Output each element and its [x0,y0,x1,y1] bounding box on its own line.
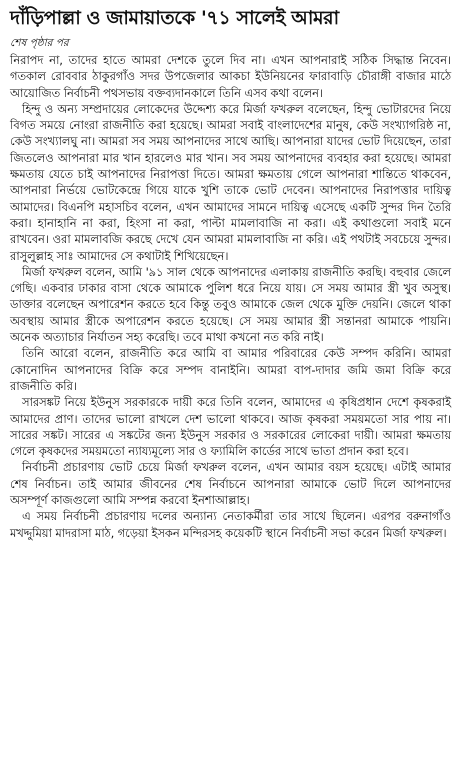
article-paragraph: নির্বাচনী প্রচারণায় ভোট চেয়ে মির্জা ফখরুল বলেন, এখন আমার বয়স হয়েছে। এটাই আমার শেষ নির্বাচন। তাই আমার জীবনের শেষ নির্বাচনে আপনারা আমাকে ভোট দিলে আপনাদের অসম্পূর্ণ কাজগুলো আমি সম্পন্ন করবো ইনশাআল্লাহ। [10,460,451,508]
article-paragraph: তিনি আরো বলেন, রাজনীতি করে আমি বা আমার পরিবারের কেউ সম্পদ করিনি। আমরা কোনোদিন আপনাদের বিক্রি করে সম্পদ বানাইনি। আমরা বাপ-দাদার জমি জমা বিক্রি করে রাজনীতি করি। [10,346,451,393]
article-paragraph: এ সময় নির্বাচনী প্রচারণায় দলের অন্যান্য নেতাকর্মীরা তার সাথে ছিলেন। এরপর বরুনাগাঁও মখদ্দুমিয়া মাদরাসা মাঠ, গড়েয়া ইসকন মন্দিরসহ কয়েকটি স্থানে নির্বাচনী সভা করেন মির্জা ফখরুল। [10,509,451,540]
article-paragraph: সারসঙ্কট নিয়ে ইউনুস সরকারকে দায়ী করে তিনি বলেন, আমাদের এ কৃষিপ্রধান দেশে কৃষকরাই আমাদের প্রাণ। তাদের ভালো রাখলে দেশ ভালো থাকবে। আজ কৃষকরা সময়মতো সার পায় না। সারের সঙ্কট। সারের এ সঙ্কটের জন্য ইউনুস সরকার ও সরকারের লোকেরা দায়ী। আমরা ক্ষমতায় গেলে কৃষকদের সময়মতো ন্যায্যমূল্যে সার ও ফ্যামিলি কার্ডের সাথে ভাতা প্রদান করা হবে। [10,395,451,459]
article-headline: দাঁড়িপাল্লা ও জামায়াতকে '৭১ সালেই আমরা [10,7,339,29]
article-paragraph: নিরাপদ না, তাদের হাতে আমরা দেশকে তুলে দিব না। এখন আপনারাই সঠিক সিদ্ধান্ত নিবেন। গতকাল রোববার ঠাকুরগাঁও সদর উপজেলার আকচা ইউনিয়নের ফারাবাড়ি চৌরাঙ্গী বাজার মাঠে আয়োজিত নির্বাচনী পথসভায় বক্তব্যদানকালে তিনি এসব কথা বলেন। [10,53,451,100]
article-paragraph: হিন্দু ও অন্য সম্প্রদায়ের লোকেদের উদ্দেশ্য করে মির্জা ফখরুল বলেছেন, হিন্দু ভোটারদের নিয়ে বিগত সময়ে নোংরা রাজনীতি করা হয়েছে। আমরা সবাই বাংলাদেশের মানুষ, কেউ সংখ্যাগরিষ্ঠ না, কেউ সংখ্যালঘু না। আমরা সব সময় আপনাদের সাথে আছি। আপনারা যাদের ভোট দিয়েছেন, তারা জিতলেও আপনারা মার খান হারলেও মার খান। সব সময় আপনাদের ব্যবহার করা হয়েছে। আমরা ক্ষমতায় যেতে চাই আপনাদের নিরাপত্তা দিতে। আমরা ক্ষমতায় গেলে আপনারা শান্তিতে থাকবেন, আপনারা নির্ভয়ে ভোটকেন্দ্রে গিয়ে যাকে খুশি তাকে ভোট দেবেন। আপনাদের নিরাপত্তার দায়িত্ব আমাদের। বিএনপি মহাসচিব বলেন, এখন আমাদের সামনে দায়িত্ব এসেছে একটি সুন্দর দিন তৈরি করা। হানাহানি না করা, হিংসা না করা, পাল্টা মামলাবাজি না করা। এই কথাগুলো সবাই মনে রাখবেন। ওরা মামলাবজি করছে দেখে যেন আমরা মামলাবাজি না করি। এই পথটাই সবচেয়ে সুন্দর। রাসুলুল্লাহ সাঃ আমাদের সে কথাটাই শিখিয়েছেন। [10,101,451,263]
article-paragraph: মির্জা ফখরুল বলেন, আমি '৯১ সাল থেকে আপনাদের এলাকায় রাজনীতি করছি। বহুবার জেলে গেছি। একবার ঢাকার বাসা থেকে আমাকে পুলিশ ধরে নিয়ে যায়। সে সময় আমার স্ত্রী খুব অসুস্থ। ডাক্তার বলেছেন অপারেশন করতে হবে কিন্তু তবুও আমাকে জেল থেকে মুক্তি দেয়নি। জেলে থাকা অবস্থায় আমার স্ত্রীকে অপারেশন করতে হয়েছে। সে সময় আমার স্ত্রী সন্তানরা আমাকে পায়নি। অনেক অত্যাচার নির্যাতন সহ্য করেছি। তবে মাথা কখনো নত করি নাই। [10,264,451,345]
continued-from-label: শেষ পৃষ্ঠার পর [10,37,69,49]
